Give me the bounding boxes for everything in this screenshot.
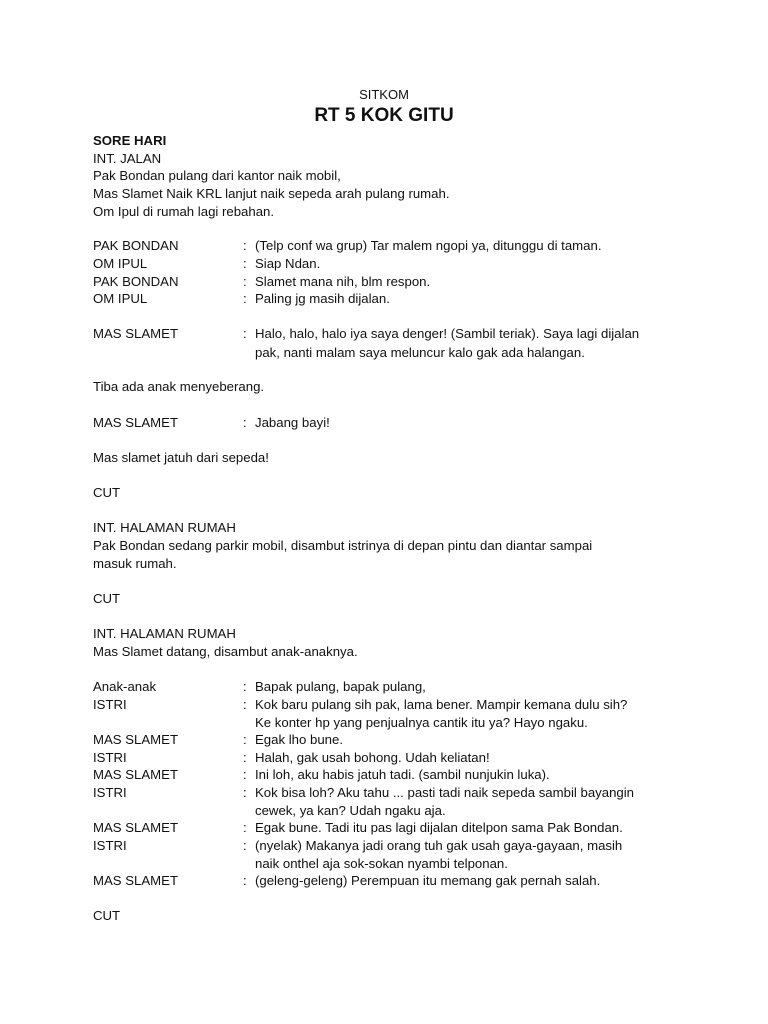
speaker-name: PAK BONDAN xyxy=(93,274,179,289)
dialogue-colon: : xyxy=(243,415,247,430)
speaker-name: MAS SLAMET xyxy=(93,767,179,782)
dialogue-colon: : xyxy=(243,785,247,800)
speaker-name: ISTRI xyxy=(93,785,127,800)
dialogue-line: Egak bune. Tadi itu pas lagi dijalan ditelpon sama Pak Bondan. xyxy=(255,820,623,835)
script-line: Mas slamet jatuh dari sepeda! xyxy=(93,450,269,465)
dialogue-continuation: naik onthel aja sok-sokan nyambi telponan. xyxy=(255,856,508,871)
speaker-name: ISTRI xyxy=(93,838,127,853)
speaker-name: Anak-anak xyxy=(93,679,157,694)
dialogue-line: (geleng-geleng) Perempuan itu memang gak pernah salah. xyxy=(255,873,601,888)
script-line: CUT xyxy=(93,591,121,606)
speaker-name: ISTRI xyxy=(93,697,127,712)
script-line: Pak Bondan pulang dari kantor naik mobil, xyxy=(93,168,341,183)
script-line: INT. HALAMAN RUMAH xyxy=(93,520,236,535)
dialogue-colon: : xyxy=(243,767,247,782)
dialogue-colon: : xyxy=(243,291,247,306)
dialogue-colon: : xyxy=(243,256,247,271)
speaker-name: PAK BONDAN xyxy=(93,238,179,253)
dialogue-colon: : xyxy=(243,820,247,835)
dialogue-line: Halo, halo, halo iya saya denger! (Sambil teriak). Saya lagi dijalan xyxy=(255,326,640,341)
speaker-name: MAS SLAMET xyxy=(93,873,179,888)
script-line: Pak Bondan sedang parkir mobil, disambut istrinya di depan pintu dan diantar sampai xyxy=(93,538,593,553)
dialogue-colon: : xyxy=(243,838,247,853)
dialogue-line: Kok bisa loh? Aku tahu ... pasti tadi naik sepeda sambil bayangin xyxy=(255,785,635,800)
dialogue-line: Ini loh, aku habis jatuh tadi. (sambil nunjukin luka). xyxy=(255,767,550,782)
script-line: Tiba ada anak menyeberang. xyxy=(93,379,265,394)
script-line: CUT xyxy=(93,485,121,500)
dialogue-line: Bapak pulang, bapak pulang, xyxy=(255,679,426,694)
dialogue-line: Kok baru pulang sih pak, lama bener. Mampir kemana dulu sih? xyxy=(255,697,628,712)
dialogue-line: (Telp conf wa grup) Tar malem ngopi ya, ditunggu di taman. xyxy=(255,238,602,253)
speaker-name: MAS SLAMET xyxy=(93,326,179,341)
dialogue-line: Jabang bayi! xyxy=(255,415,330,430)
scene-heading: SORE HARI xyxy=(93,133,167,148)
speaker-name: MAS SLAMET xyxy=(93,415,179,430)
dialogue-line: (nyelak) Makanya jadi orang tuh gak usah gaya-gayaan, masih xyxy=(255,838,623,853)
script-line: Mas Slamet datang, disambut anak-anaknya. xyxy=(93,644,358,659)
speaker-name: OM IPUL xyxy=(93,256,148,271)
dialogue-colon: : xyxy=(243,750,247,765)
dialogue-continuation: pak, nanti malam saya meluncur kalo gak ada halangan. xyxy=(255,345,585,360)
speaker-name: MAS SLAMET xyxy=(93,732,179,747)
dialogue-colon: : xyxy=(243,732,247,747)
dialogue-line: Paling jg masih dijalan. xyxy=(255,291,390,306)
speaker-name: MAS SLAMET xyxy=(93,820,179,835)
dialogue-colon: : xyxy=(243,238,247,253)
dialogue-line: Siap Ndan. xyxy=(255,256,321,271)
dialogue-line: Slamet mana nih, blm respon. xyxy=(255,274,431,289)
document-title: RT 5 KOK GITU xyxy=(314,105,454,126)
script-line: Om Ipul di rumah lagi rebahan. xyxy=(93,204,275,219)
script-line: INT. HALAMAN RUMAH xyxy=(93,626,236,641)
script-line: CUT xyxy=(93,908,121,923)
dialogue-line: Halah, gak usah bohong. Udah keliatan! xyxy=(255,750,490,765)
speaker-name: OM IPUL xyxy=(93,291,148,306)
dialogue-colon: : xyxy=(243,326,247,341)
dialogue-colon: : xyxy=(243,274,247,289)
script-line: masuk rumah. xyxy=(93,556,177,571)
speaker-name: ISTRI xyxy=(93,750,127,765)
script-line: INT. JALAN xyxy=(93,151,162,166)
dialogue-colon: : xyxy=(243,679,247,694)
dialogue-continuation: Ke konter hp yang penjualnya cantik itu ya? Hayo ngaku. xyxy=(255,715,588,730)
script-line: Mas Slamet Naik KRL lanjut naik sepeda arah pulang rumah. xyxy=(93,186,450,201)
dialogue-colon: : xyxy=(243,873,247,888)
dialogue-continuation: cewek, ya kan? Udah ngaku aja. xyxy=(255,803,446,818)
document-kicker: SITKOM xyxy=(359,87,409,102)
dialogue-line: Egak lho bune. xyxy=(255,732,343,747)
dialogue-colon: : xyxy=(243,697,247,712)
